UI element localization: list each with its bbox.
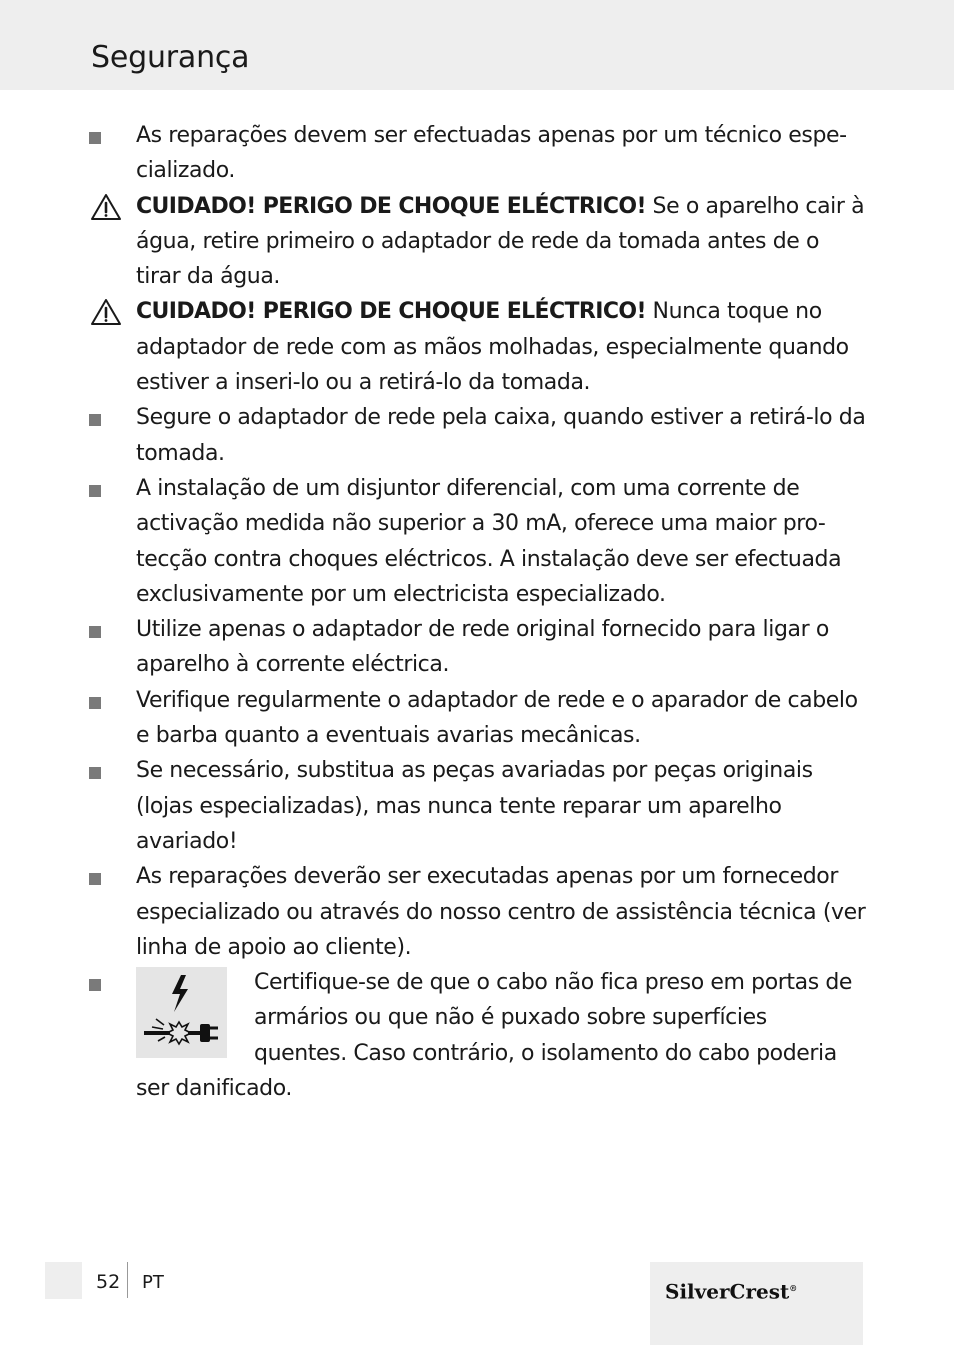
bullet-square-icon — [89, 697, 101, 709]
damaged-cable-shock-icon — [136, 967, 227, 1058]
list-item — [136, 859, 866, 965]
page-title: Segurança — [91, 40, 250, 75]
list-item-text: Segure o adaptador de rede pela caixa, quando estiver a retirá-lo da tomada. — [136, 405, 866, 466]
bullet-square-icon — [89, 414, 101, 426]
list-item-text: Nunca toque no adaptador de rede com as mãos molhadas, especialmente quando estiver a inseri-lo ou a retirá-lo da tomada. — [136, 299, 849, 396]
page-header — [0, 0, 954, 90]
safety-list — [136, 118, 866, 1106]
list-item-text: A instalação de um disjuntor diferencial, com uma corrente de activação medida não superior a 30 mA, oferece uma maior pro- tecção contra choques eléctricos. A instalação deve ser efectuada exclusivamente por um electricista especializado. — [136, 475, 842, 607]
list-item-text: Certifique-se de que o cabo não fica preso em portas de armários ou que não é puxado sobre superfícies quentes. Caso contrário, o isolamento do cabo poderia ser danificado. — [136, 970, 853, 1102]
list-item-text: As reparações deverão ser executadas apenas por um fornecedor especializado ou através do nosso centro de assistência técnica (ver linha de apoio ao cliente). — [136, 864, 866, 960]
bullet-square-icon — [89, 626, 101, 638]
list-item — [136, 400, 866, 471]
bullet-square-icon — [89, 873, 101, 885]
warning-triangle-icon — [90, 193, 122, 221]
brand-name: SilverCrest — [665, 1279, 790, 1304]
footer-left-block — [45, 1262, 82, 1299]
list-item — [136, 471, 866, 612]
list-item — [136, 118, 866, 189]
list-item-text: Se o aparelho cair à água, retire primeiro o adaptador de rede da tomada antes de o tirar da água. — [136, 193, 865, 290]
page-number: 52 — [96, 1271, 121, 1293]
warning-heading: CUIDADO! PERIGO DE CHOQUE ELÉCTRICO! — [136, 299, 646, 325]
list-item-warning — [136, 294, 866, 400]
language-code: PT — [142, 1272, 164, 1293]
list-item — [136, 683, 866, 754]
bullet-square-icon — [89, 767, 101, 779]
list-item-text: Utilize apenas o adaptador de rede original fornecido para ligar o aparelho à corrente eléctrica. — [136, 617, 829, 678]
list-item-warning — [136, 189, 866, 295]
list-item-text: Se necessário, substitua as peças avariadas por peças originais (lojas especializadas), mas nunca tente reparar um aparelho avariado! — [136, 758, 813, 854]
list-item-text: As reparações devem ser efectuadas apenas por um técnico espe- cializado. — [136, 123, 847, 184]
warning-heading: CUIDADO! PERIGO DE CHOQUE ELÉCTRICO! — [136, 193, 646, 219]
list-item — [136, 612, 866, 683]
list-item — [136, 753, 866, 859]
warning-triangle-icon — [90, 298, 122, 326]
bullet-square-icon — [89, 132, 101, 144]
brand-logo — [665, 1271, 797, 1305]
bullet-square-icon — [89, 485, 101, 497]
registered-mark: ® — [789, 1283, 798, 1293]
footer-brand-block — [650, 1262, 863, 1345]
footer-divider — [127, 1262, 128, 1298]
list-item-text: Verifique regularmente o adaptador de rede e o aparador de cabelo e barba quanto a eventuais avarias mecânicas. — [136, 687, 858, 749]
list-item-with-icon — [136, 965, 866, 1106]
bullet-square-icon — [89, 979, 101, 991]
